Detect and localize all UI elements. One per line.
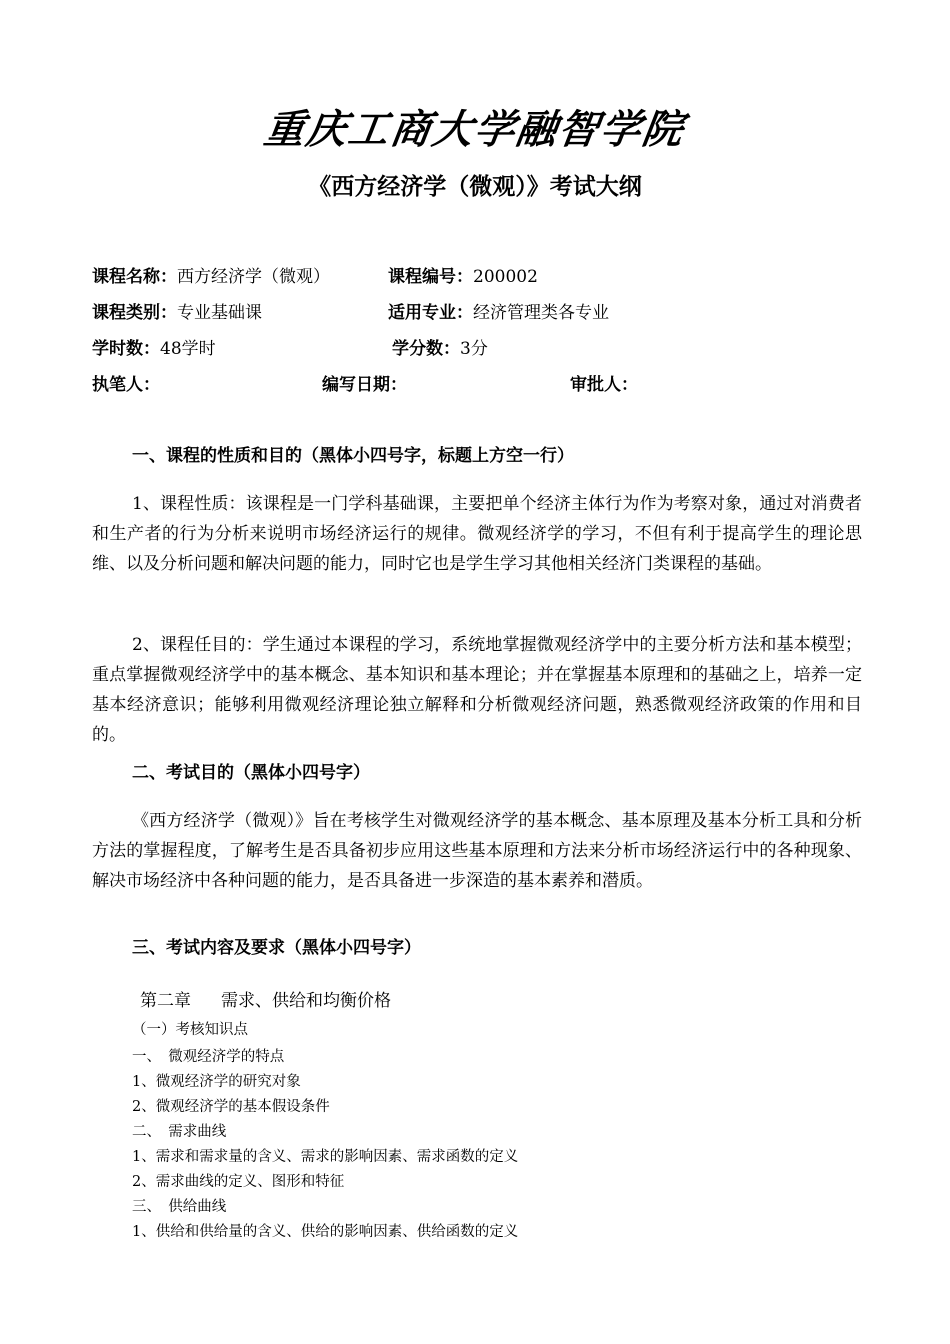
chapter-title — [140, 986, 391, 1011]
chapter-name: 需求、供给和均衡价格 — [221, 991, 391, 1011]
course-type-value: 专业基础课 — [177, 303, 262, 323]
author-row — [92, 370, 160, 395]
hours-value: 48学时 — [160, 339, 216, 359]
course-type-label: 课程类别： — [92, 303, 177, 323]
chapter-number: 第二章 — [140, 991, 191, 1011]
credits-value: 3分 — [460, 339, 488, 359]
list-item: 一、 微观经济学的特点 — [132, 1049, 285, 1065]
section-1-heading: 一、课程的性质和目的（黑体小四号字，标题上方空一行） — [132, 446, 574, 466]
document-title: 《西方经济学（微观）》考试大纲 — [308, 174, 642, 200]
date-label: 编写日期： — [322, 375, 407, 395]
major-value: 经济管理类各专业 — [473, 303, 609, 323]
institution-logo: 重庆工商大学融智学院 — [261, 106, 688, 153]
section-1-paragraph-2: 2、课程任目的：学生通过本课程的学习，系统地掌握微观经济学中的主要分析方法和基本模型；重点掌握微观经济学中的基本概念、基本知识和基本理论；并在掌握基本原理和的基础之上，培养一定基本经济意识；能够利用微观经济理论独立解释和分析微观经济问题，熟悉微观经济政策的作用和目的。 — [92, 635, 862, 745]
list-item: 三、 供给曲线 — [132, 1199, 227, 1215]
course-name-value: 西方经济学（微观） — [177, 267, 330, 287]
approver-label: 审批人： — [570, 375, 638, 395]
section-1-paragraph-1: 1、课程性质：该课程是一门学科基础课，主要把单个经济主体行为作为考察对象，通过对消费者和生产者的行为分析来说明市场经济运行的规律。微观经济学的学习，不但有利于提高学生的理论思维、以及分析问题和解决问题的能力，同时它也是学生学习其他相关经济门类课程的基础。 — [92, 494, 862, 574]
section-3-heading: 三、考试内容及要求（黑体小四号字） — [132, 938, 421, 958]
date-row — [322, 370, 407, 395]
credits-label: 学分数： — [392, 339, 460, 359]
list-item: 1、供给和供给量的含义、供给的影响因素、供给函数的定义 — [132, 1224, 519, 1240]
hours-row — [92, 334, 216, 359]
course-code-value: 200002 — [473, 267, 538, 287]
list-item: 二、 需求曲线 — [132, 1124, 227, 1140]
course-name-row — [92, 262, 330, 287]
author-label: 执笔人： — [92, 375, 160, 395]
list-item: 2、微观经济学的基本假设条件 — [132, 1099, 330, 1115]
course-code-label: 课程编号： — [388, 267, 473, 287]
credits-row — [392, 334, 488, 359]
major-label: 适用专业： — [388, 303, 473, 323]
course-type-row — [92, 298, 262, 323]
section-2-paragraph: 《西方经济学（微观）》旨在考核学生对微观经济学的基本概念、基本原理及基本分析工具和分析方法的掌握程度，了解考生是否具备初步应用这些基本原理和方法来分析市场经济运行中的各种现象、解决市场经济中各种问题的能力，是否具备进一步深造的基本素养和潜质。 — [92, 811, 862, 891]
section-2-heading: 二、考试目的（黑体小四号字） — [132, 763, 370, 783]
course-name-label: 课程名称： — [92, 267, 177, 287]
course-code-row — [388, 262, 538, 287]
list-item: 1、需求和需求量的含义、需求的影响因素、需求函数的定义 — [132, 1149, 519, 1165]
approver-row — [570, 370, 638, 395]
major-row — [388, 298, 609, 323]
list-item: 1、微观经济学的研究对象 — [132, 1074, 301, 1090]
list-item: 2、需求曲线的定义、图形和特征 — [132, 1174, 345, 1190]
chapter-subheading: （一）考核知识点 — [132, 1022, 248, 1038]
hours-label: 学时数： — [92, 339, 160, 359]
